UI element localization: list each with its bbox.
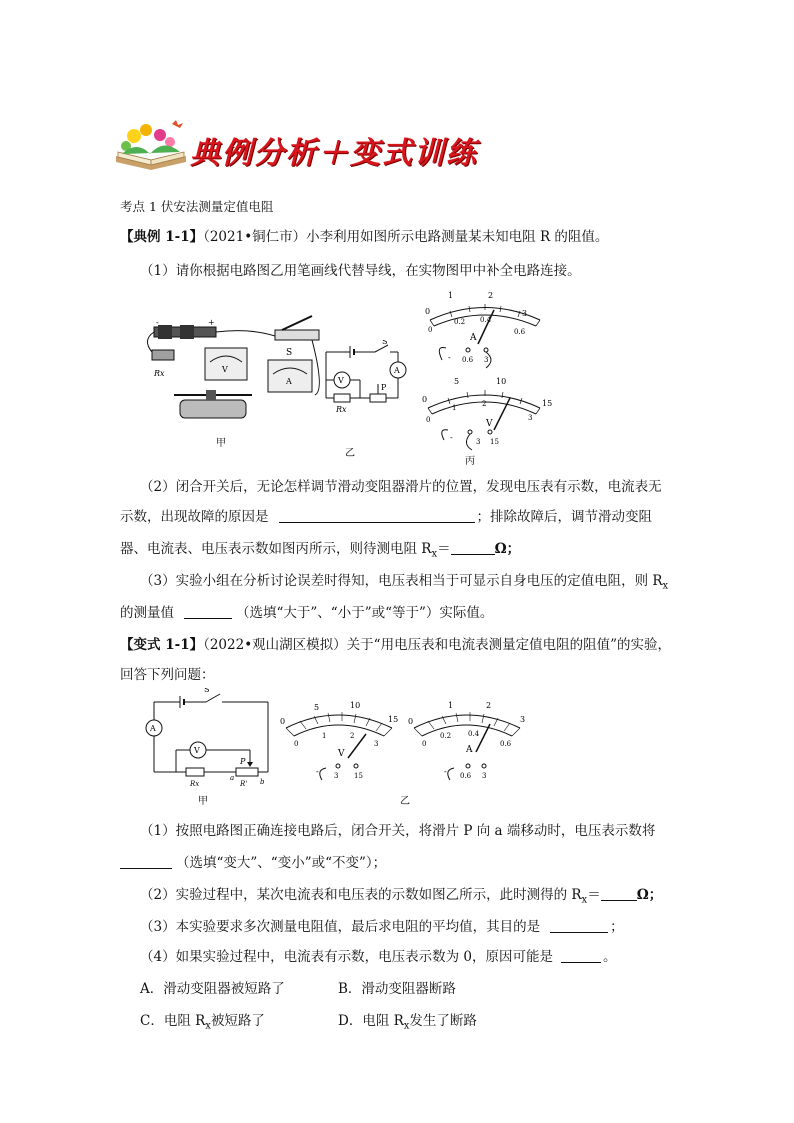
ammeter-dial [425,291,540,368]
variant-q2: （2）实验过程中，某次电流表和电压表的示数如图乙所示，此时测得的 $R_x= \Omega$； [140,887,663,906]
ammeter-device [268,360,312,392]
svg-text:0.6: 0.6 [462,356,474,364]
svg-text:Rx: Rx [336,405,347,414]
figure-label-yi: 乙 [345,448,355,459]
svg-text:a: a [230,774,235,782]
answer-blank-rx-variant[interactable] [601,886,637,901]
answer-blank-compare[interactable] [184,604,232,619]
svg-text:R': R' [240,780,248,788]
svg-text:V: V [194,746,200,755]
example-stem [120,228,608,246]
svg-text:-: - [448,353,451,362]
example-q3-line2: 的测量值 （选填“大于”、“小于”或“等于”）实际值。 [120,605,494,621]
svg-text:0: 0 [422,740,427,748]
svg-text:V: V [338,376,344,385]
figure-label-jia: 甲 [216,438,226,449]
book-flower-logo [112,118,190,170]
svg-text:A: A [150,724,156,733]
svg-text:2: 2 [482,400,487,408]
svg-text:1: 1 [448,291,454,300]
svg-text:A: A [286,377,292,386]
example-q3-line1: （3）实验小组在分析讨论误差时得知，电压表相当于可显示自身电压的定值电阻，则 $R_x$ [140,573,669,592]
svg-text:10: 10 [496,377,507,386]
svg-text:S: S [286,348,293,358]
svg-text:1: 1 [452,404,457,412]
rheostat-device [174,390,252,418]
svg-text:3: 3 [482,772,487,780]
variant-stem [120,636,671,654]
example-q2-line2: 示数，出现故障的原因是 ；排除故障后，调节滑动变阻 [120,509,652,525]
svg-text:5: 5 [314,703,320,712]
meters-figure-bing [410,290,560,470]
svg-text:15: 15 [490,438,499,446]
svg-text:3: 3 [484,356,489,364]
figure-label-bing: 丙 [465,456,475,467]
svg-text:0: 0 [428,326,433,334]
switch-s [275,316,319,358]
svg-text:3: 3 [334,772,339,780]
svg-text:P: P [240,757,246,766]
svg-text:0: 0 [280,717,286,726]
example-q1: （1）请你根据电路图乙用笔画线代替导线，在实物图甲中补全电路连接。 [140,263,581,279]
svg-text:0.4: 0.4 [480,316,492,324]
svg-text:-: - [444,767,447,776]
example-q2-line1: （2）闭合开关后，无论怎样调节滑动变阻器滑片的位置，发现电压表有示数，电流表无 [140,479,662,495]
svg-text:15: 15 [542,399,553,408]
option-d[interactable]: D．电阻 $R_x$发生了断路 [338,1013,477,1032]
option-c[interactable]: C．电阻 $R_x$被短路了 [140,1013,265,1032]
schematic-figure-yi [320,340,410,460]
svg-text:S: S [204,688,210,694]
variant-meters-figure [280,690,540,810]
svg-text:15: 15 [388,715,399,724]
variant-source: （2022•观山湖区模拟） [203,637,347,653]
section-title: 考点 1 伏安法测量定值电阻 [120,199,274,214]
svg-text:A: A [394,366,400,375]
variant-q4: （4）如果实验过程中，电流表有示数，电压表示数为 0，原因可能是 。 [140,949,617,965]
svg-text:3: 3 [374,740,379,748]
svg-text:10: 10 [350,701,361,710]
svg-text:+: + [208,318,215,327]
svg-text:0: 0 [408,717,414,726]
svg-text:0.6: 0.6 [514,328,526,336]
svg-text:V: V [338,749,345,759]
svg-text:0: 0 [294,740,299,748]
svg-text:3: 3 [476,438,481,446]
svg-text:2: 2 [488,291,494,300]
svg-text:V: V [486,419,493,429]
voltmeter-device [205,348,247,380]
page-banner-title: 典例分析＋变式训练 [190,136,478,171]
svg-text:0.6: 0.6 [460,772,472,780]
variant-voltmeter-dial [280,701,398,780]
answer-blank-purpose[interactable] [550,918,608,933]
svg-text:0.2: 0.2 [454,318,466,326]
variant-stem-text: 关于“用电压表和电流表测量定值电阻的阻值”的实验， [346,637,671,653]
variant-figure-label-yi: 乙 [400,796,410,807]
svg-text:0.6: 0.6 [500,740,512,748]
svg-text:0: 0 [426,416,431,424]
svg-text:0: 0 [422,395,428,404]
svg-text:-: - [450,433,453,442]
svg-text:3: 3 [520,715,526,724]
svg-text:A: A [470,333,477,343]
variant-ammeter-dial [408,701,525,780]
svg-text:15: 15 [354,772,363,780]
svg-text:1: 1 [322,732,327,740]
svg-text:Rx: Rx [190,780,200,788]
example-tag: 【典例 1-1】 [120,229,204,245]
svg-text:P: P [381,383,387,392]
svg-text:3: 3 [522,309,528,318]
variant-q3: （3）本实验要求多次测量电阻值，最后求电阻的平均值，其目的是 ； [140,919,624,935]
example-source: （2021•铜仁市） [203,229,307,245]
variant-q1-line2: （选填“变大”、“变小”或“不变”）； [120,854,386,872]
svg-text:0.2: 0.2 [440,732,452,740]
variant-schematic-figure [140,688,280,808]
svg-text:0.4: 0.4 [468,730,480,738]
svg-text:-: - [156,318,159,327]
svg-text:3: 3 [528,414,533,422]
svg-text:2: 2 [350,732,355,740]
example-q2-line3: 器、电流表、电压表示数如图丙所示，则待测电阻 $R_x= \Omega$； [120,541,521,560]
option-a[interactable]: A．滑动变阻器被短路了 [140,981,285,997]
svg-text:5: 5 [454,377,460,386]
svg-text:-: - [316,767,319,776]
example-stem-text: 小李利用如图所示电路测量某未知电阻 R 的阻值。 [306,229,609,245]
svg-text:Rx: Rx [154,369,165,378]
answer-blank-cause[interactable] [561,948,601,963]
variant-figure-label-jia: 甲 [198,796,208,807]
svg-text:S: S [382,340,388,346]
answer-blank-fault[interactable] [279,508,475,523]
svg-text:2: 2 [486,701,492,710]
physical-circuit-figure [140,300,330,450]
svg-text:V: V [222,365,228,374]
variant-stem-2: 回答下列问题： [120,667,215,683]
battery-pack [154,318,216,339]
variant-q1-line1: （1）按照电路图正确连接电路后，闭合开关，将滑片 P 向 a 端移动时，电压表示数将 [140,823,656,839]
svg-text:b: b [260,778,265,786]
resistor-rx [152,350,174,378]
svg-text:0: 0 [425,307,431,316]
voltmeter-dial [422,377,552,450]
svg-text:1: 1 [448,701,454,710]
svg-text:A: A [466,745,473,755]
variant-tag: 【变式 1-1】 [120,637,204,653]
answer-blank-rx-value[interactable] [451,540,495,555]
option-b[interactable]: B．滑动变阻器断路 [338,981,456,997]
answer-blank-voltage-change[interactable] [120,854,172,869]
